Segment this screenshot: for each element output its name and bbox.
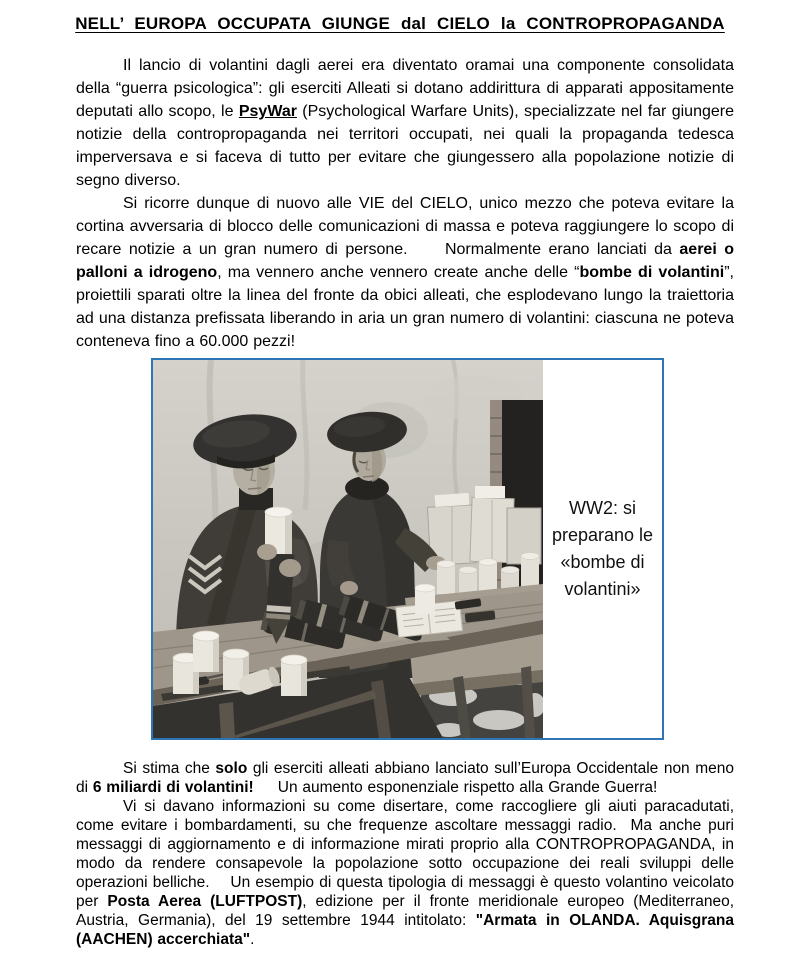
- intro-paragraph: Il lancio di volantini dagli aerei era diventato oramai una componente consolidata della “guerra psicologica”: gli eserciti Alleati si dotano addirittura di apparati appositamente deputati allo scopo, le PsyWar (Psychological Warfare Units), specializzate nel far giungere notizie della contropropaganda nei territori occupati, nei quali la propaganda tedesca imperversava e si faceva di tutto per evitare che giungessero alla popolazione notizie di segno diverso.: [76, 57, 739, 189]
- body-text-top: [76, 54, 739, 353]
- body-text-bottom: [76, 759, 739, 949]
- document-title: NELL’ EUROPA OCCUPATA GIUNGE dal CIELO la CONTROPROPAGANDA: [75, 14, 725, 33]
- ww2-photo-illustration: [153, 360, 543, 738]
- ww2-photo: [153, 360, 543, 738]
- air-drop-paragraph: Si ricorre dunque di nuovo alle VIE del CIELO, unico mezzo che poteva evitare la cortina avversaria di blocco delle comunicazioni di massa e poteva raggiungere lo scopo di recare notizie a un gran numero di persone. Normalmente erano lanciati da aerei o palloni a idrogeno, ma vennero anche vennero create anche delle “bombe di volantini”, proiettili sparati oltre la linea del fronte da obici alleati, che esplodevano lungo la traiettoria ad una distanza prefissata liberando in aria un gran numero di volantini: ciascuna ne poteva conteneva fino a 60.000 pezzi!: [76, 195, 739, 350]
- counterpropaganda-paragraph: Vi si davano informazioni su come disertare, come raccogliere gli aiuti paracadutati, come evitare i bombardamenti, su che frequenze ascoltare messaggi radio. Ma anche puri messaggi di aggiornamento e di informazione mirati proprio alla CONTROPROPAGANDA, in modo da rendere consapevole la popolazione sotto occupazione dei reali sviluppi delle operazioni belliche. Un esempio di questa tipologia di messaggi è questo volantino veicolato per Posta Aerea (LUFTPOST), edizione per il fronte meridionale europeo (Mediterraneo, Austria, Germania), del 19 settembre 1944 intitolato: "Armata in OLANDA. Aquisgrana (AACHEN) accerchiata".: [76, 798, 739, 948]
- photo-caption: WW2: si preparano le «bombe di volantini»: [551, 498, 654, 599]
- stats-paragraph: Si stima che solo gli eserciti alleati abbiano lanciato sull’Europa Occidentale non meno di 6 miliardi di volantini! Un aumento esponenziale rispetto alla Grande Guerra!: [76, 760, 739, 796]
- figure-leaflet-bombs: [151, 358, 664, 740]
